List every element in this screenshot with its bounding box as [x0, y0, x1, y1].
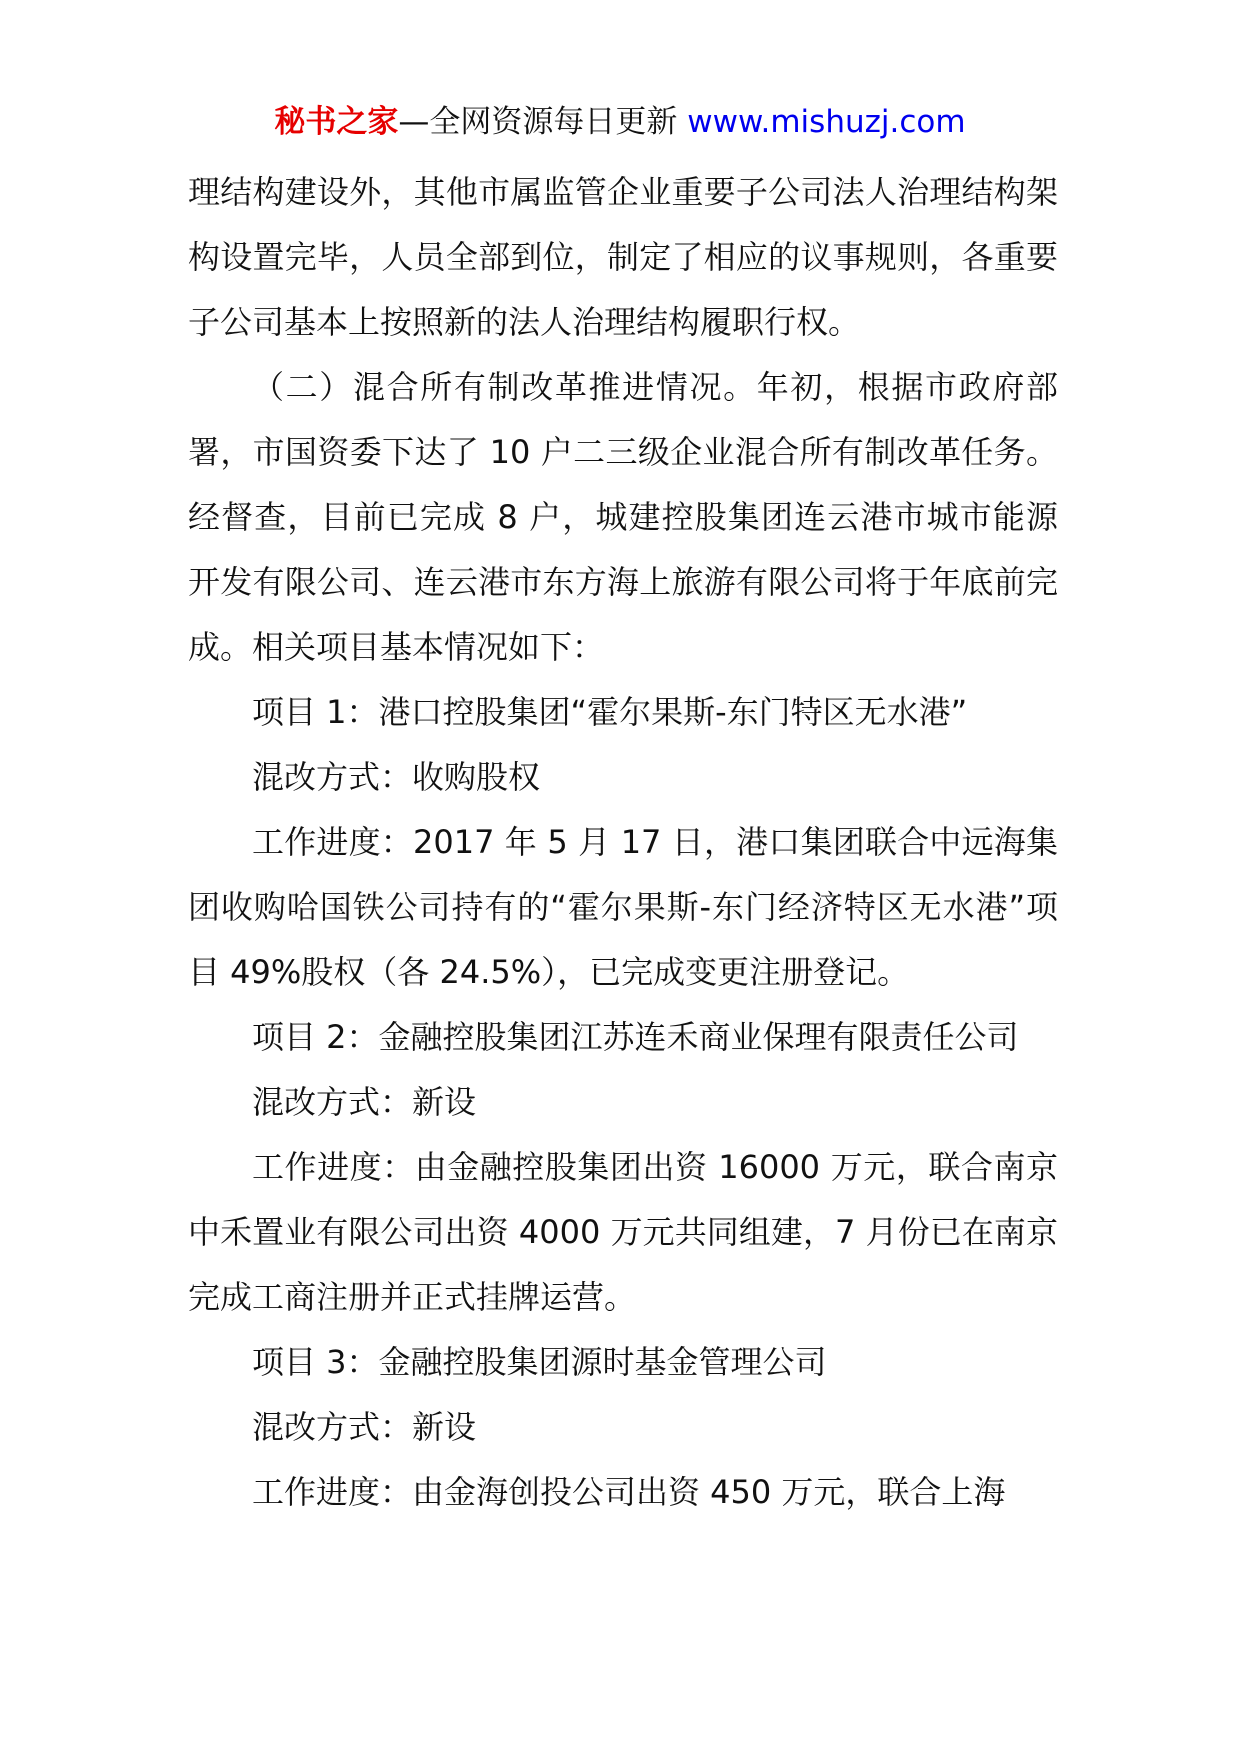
document-body — [188, 160, 1058, 1525]
paragraph-mixed-ownership-reform: （二）混合所有制改革推进情况。年初，根据市政府部署，市国资委下达了 10 户二三级企业混合所有制改革任务。经督查，目前已完成 8 户，城建控股集团连云港市城市能源开发有限公司、连云港市东方海上旅游有限公司将于年底前完成。相关项目基本情况如下： — [188, 368, 1058, 666]
project-2-method: 混改方式：新设 — [252, 1083, 477, 1121]
project-3-progress: 工作进度：由金海创投公司出资 450 万元，联合上海 — [252, 1473, 1006, 1511]
project-1-title: 项目 1：港口控股集团“霍尔果斯-东门特区无水港” — [252, 693, 968, 731]
project-2-title: 项目 2：金融控股集团江苏连禾商业保理有限责任公司 — [252, 1018, 1019, 1056]
project-2-progress: 工作进度：由金融控股集团出资 16000 万元，联合南京中禾置业有限公司出资 4000 万元共同组建，7 月份已在南京完成工商注册并正式挂牌运营。 — [188, 1148, 1058, 1316]
site-header — [0, 100, 1240, 144]
project-1-method: 混改方式：收购股权 — [252, 758, 541, 796]
paragraph-governance-continued: 理结构建设外，其他市属监管企业重要子公司法人治理结构架构设置完毕，人员全部到位，制定了相应的议事规则，各重要子公司基本上按照新的法人治理结构履职行权。 — [188, 173, 1058, 341]
site-tagline: —全网资源每日更新 — [398, 104, 688, 140]
project-1-progress: 工作进度：2017 年 5 月 17 日，港口集团联合中远海集团收购哈国铁公司持有的“霍尔果斯-东门经济特区无水港”项目 49%股权（各 24.5%），已完成变更注册登记。 — [188, 823, 1058, 991]
project-3-method: 混改方式：新设 — [252, 1408, 477, 1446]
site-brand: 秘书之家 — [274, 104, 399, 140]
project-3-title: 项目 3：金融控股集团源时基金管理公司 — [252, 1343, 827, 1381]
site-url-link[interactable]: www.mishuzj.com — [687, 104, 966, 140]
